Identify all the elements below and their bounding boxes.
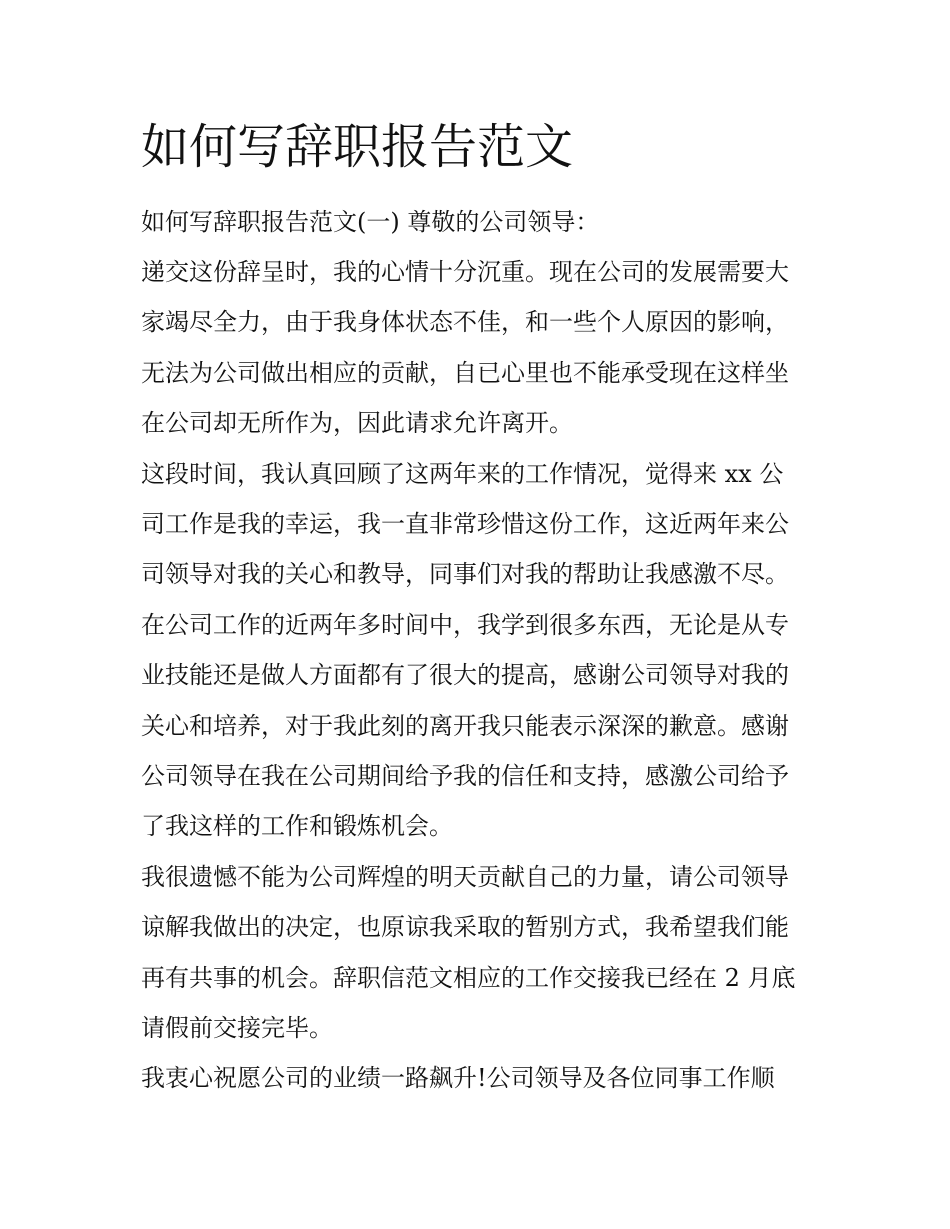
text-line: 在公司却无所作为，因此请求允许离开。 <box>141 409 573 437</box>
text-line: 我衷心祝愿公司的业绩一路飙升!公司领导及各位同事工作顺 <box>141 1064 775 1092</box>
text-line: 了我这样的工作和锻炼机会。 <box>141 812 453 840</box>
text-line: 家竭尽全力，由于我身体状态不佳，和一些个人原因的影响， <box>141 308 789 336</box>
text-line: 递交这份辞呈时，我的心情十分沉重。现在公司的发展需要大 <box>141 258 789 286</box>
text-line: 无法为公司做出相应的贡献，自已心里也不能承受现在这样坐 <box>141 359 789 387</box>
text-line: 在公司工作的近两年多时间中，我学到很多东西，无论是从专 <box>141 611 789 639</box>
text-line: 再有共事的机会。辞职信范文相应的工作交接我已经在 2 月底 <box>141 964 796 992</box>
text-line: 司工作是我的幸运，我一直非常珍惜这份工作，这近两年来公 <box>141 510 789 538</box>
text-line: 谅解我做出的决定，也原谅我采取的暂别方式，我希望我们能 <box>141 913 789 941</box>
text-line: 我很遗憾不能为公司辉煌的明天贡献自己的力量，请公司领导 <box>141 863 789 891</box>
text-line: 这段时间，我认真回顾了这两年来的工作情况，觉得来 xx 公 <box>141 460 784 488</box>
text-line: 公司领导在我在公司期间给予我的信任和支持，感激公司给予 <box>141 762 789 790</box>
document-title: 如何写辞职报告范文 <box>141 119 574 175</box>
text-line: 关心和培养，对于我此刻的离开我只能表示深深的歉意。感谢 <box>141 712 789 740</box>
text-line: 司领导对我的关心和教导，同事们对我的帮助让我感激不尽。 <box>141 560 789 588</box>
text-line: 如何写辞职报告范文(一) 尊敬的公司领导： <box>141 208 600 236</box>
text-line: 业技能还是做人方面都有了很大的提高，感谢公司领导对我的 <box>141 661 789 689</box>
text-line: 请假前交接完毕。 <box>141 1014 333 1042</box>
